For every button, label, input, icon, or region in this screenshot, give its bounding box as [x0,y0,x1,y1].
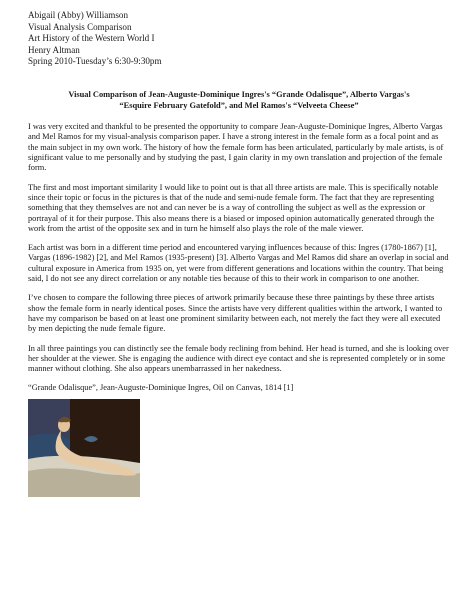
term-line: Spring 2010-Tuesday’s 6:30-9:30pm [28,56,162,67]
paragraph-selection: I’ve chosen to compare the following three pieces of artwork primarily because these three paintings by these three artists show the female form in nearly identical poses. Since the artists have very different qualities within the artwork, I wanted to have my comparison be based on at least one prominent similarity between each, not merely the fact they were all executed by men depicting the nude female figure. [28,293,443,334]
course-line: Art History of the Western World I [28,33,155,44]
author-line: Abigail (Abby) Williamson [28,10,128,20]
assignment-line: Visual Analysis Comparison [28,21,132,32]
painting-caption: “Grande Odalisque”, Jean-Auguste-Dominique Ingres, Oil on Canvas, 1814 [1] [28,382,294,392]
paragraph-pose: In all three paintings you can distinctly see the female body reclining from behind. Her head is turned, and she is looking over her shoulder at the viewer. She is engaging the audience with direct eye contact and she is represented completely or in some manner without clothing. She also appears unembarrassed in her nakedness. [28,343,449,374]
paragraph-male-artists: The first and most important similarity I would like to point out is that all three artists are male. This is specifically notable since their topic or focus in the pictures is that of the nude and semi-nude female form. The fact that they are representing something that they themselves are not and can never be is a way of controlling the subject as well as the expression or portrayal of it for their purpose. This also means there is a biased or imposed opinion automatically generated through the work from the artist of the opposite sex and in turn he himself also plays the role of the male viewer. [28,182,439,233]
title-line-2: “Esquire February Gatefold”, and Mel Ramos's “Velveeta Cheese” [119,100,359,110]
document-header [28,10,450,68]
instructor-line: Henry Altman [28,44,80,55]
paragraph-intro: I was very excited and thankful to be presented the opportunity to compare Jean-Auguste-Dominique Ingres, Alberto Vargas and Mel Ramos for my visual-analysis comparison paper. I have a strong interest in the female form as a focal point and as the main subject in my own work. The history of how the female form has been articulated, particularly by male artists, is of significant value to me personally and by studying the past, I gain clarity in my own translation and projection of the female form. [28,122,444,173]
document-title [28,90,450,111]
paragraph-time-periods: Each artist was born in a different time period and encountered varying influences because of this: Ingres (1780-1867) [1], Vargas (1896-1982) [2], and Mel Ramos (1935-present) [3]. Alberto Vargas and Mel Ramos did share an overlap in social and cultural exposure in America from 1935 on, yet were from different generations and locations within the country. That being said, I do not see any direct correlation or any notable ties because of this to their work in comparison to one another. [28,243,449,284]
title-line-1: Visual Comparison of Jean-Auguste-Dominique Ingres's “Grande Odalisque”, Alberto Vargas's [68,89,410,99]
grande-odalisque-painting [28,399,140,497]
